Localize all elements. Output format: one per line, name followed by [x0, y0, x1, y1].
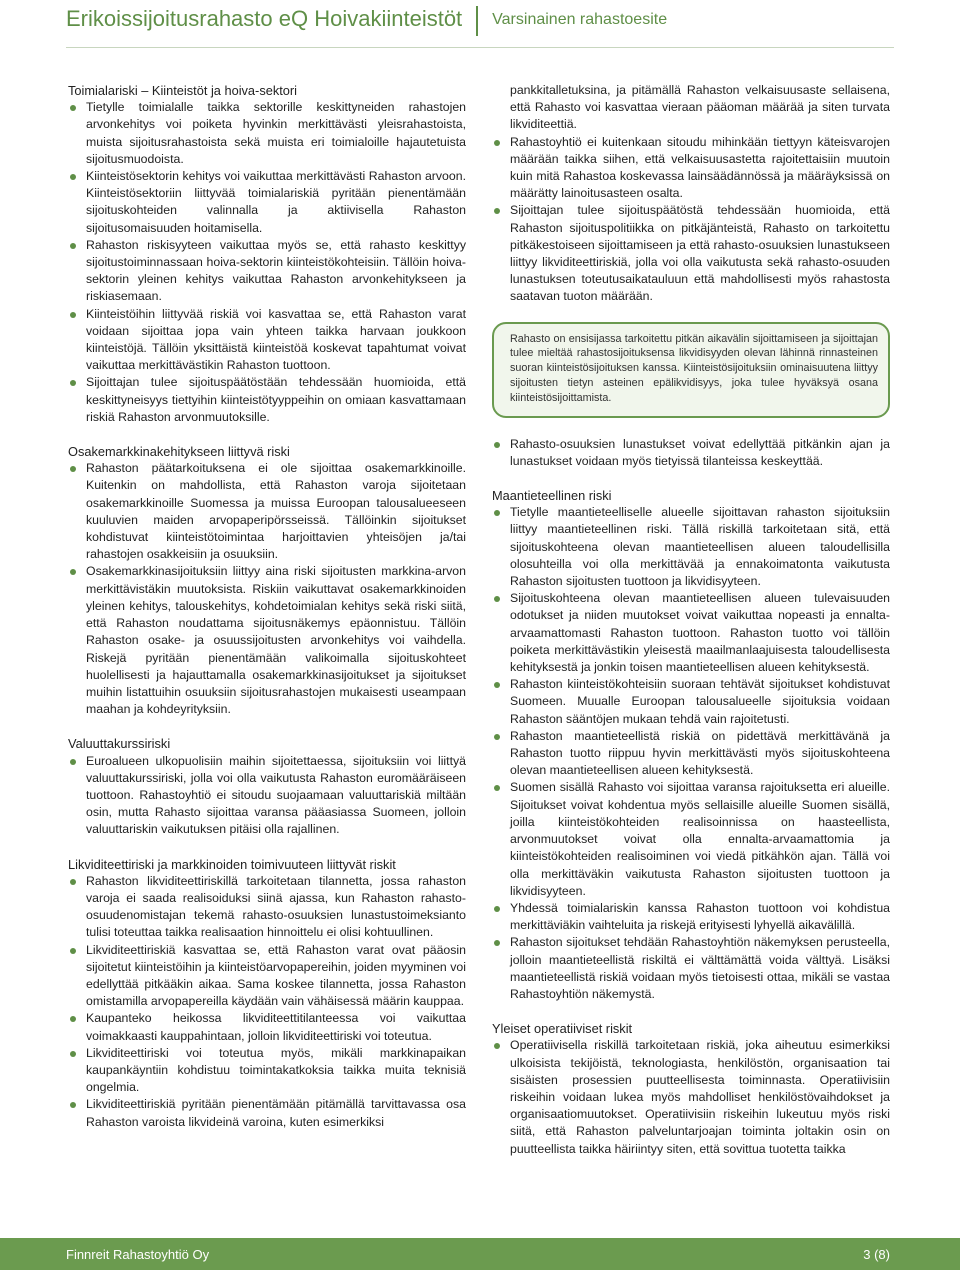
- list-item: Rahastoyhtiö ei kuitenkaan sitoudu mihinkään tiettyyn käteisvarojen määrään taikka siihen, että velkaisuusastetta rajoitettaisiin muutoin kuin mitä Rahastoa koskevassa lainsäädännössä ja määräyksissä on määrätty lainoitusasteen osalta.: [492, 134, 890, 203]
- continued-text: pankkitalletuksina, ja pitämällä Rahaston velkaisuusaste sellaisena, että Rahasto voi kasvattaa vieraan pääoman määrää ja siten turvata likviditeettiä.: [510, 83, 890, 132]
- section-heading: Yleiset operatiiviset riskit: [492, 1021, 633, 1037]
- list-item: Rahaston riskisyyteen vaikuttaa myös se, että rahasto keskittyy sijoitustoiminnassaan hoiva-sektorin kiinteistökohteisiin. Tällöin hoiva-sektorin yleinen kehitys vaikuttaa Rahaston arvonkehitykseen ja riskiasemaan.: [68, 237, 466, 306]
- bullet-list: [68, 460, 466, 718]
- list-item: Tietylle maantieteelliselle alueelle sijoittavan rahaston sijoituksiin liittyy maantieteellinen riski. Tällä riskillä tarkoitetaan sitä, että sijoituskohteena olevan maantieteellisen alueen taloudellisilla olosuhteilla voi olla merkittävää ja ennakoimatonta vaikutusta Rahaston sijoitusten tuottoon ja likvidisyyteen.: [492, 504, 890, 590]
- list-item: Likviditeettiriskiä kasvattaa se, että Rahaston varat ovat pääosin sijoitetut kiinteistöihin ja kiinteistöarvopapereihin, joiden myyminen voi edellyttää pitkääkin aikaa. Sama koskee tilannetta, jossa Rahaston omistamilla arvopapereilla käydään vain vähäisessä määrin kauppaa.: [68, 942, 466, 1011]
- list-item: Sijoittajan tulee sijoituspäätöstään tehdessään huomioida, että keskittyneisyys tiettyihin kiinteistötyyppeihin on omiaan kasvattamaan riskiä Rahaston arvonmuutoksille.: [68, 374, 466, 426]
- list-item: Sijoituskohteena olevan maantieteellisen alueen tulevaisuuden odotukset ja niiden muutokset voivat vaikuttaa nopeasti ja ennalta-arvaamattomasti Rahaston tuottoon. Rahaston tuotto voi tällöin poiketa merkittävästikin yleisestä maailmanlaajuisesta taloudellisesta kehityksestä ja jonkin toisen maantieteellisen alueen kehityksestä.: [492, 590, 890, 676]
- right-column: [492, 82, 890, 1158]
- bullet-list: [68, 873, 466, 1131]
- section-heading: Maantieteellinen riski: [492, 488, 612, 504]
- bullet-list: [492, 1037, 890, 1157]
- list-item: Rahaston maantieteellistä riskiä on pidettävä merkittävänä ja Rahaston tuotto riippuu hyvin merkittävästi myös sijoituskohteena olevan maantieteellisen alueen kehityksestä.: [492, 728, 890, 780]
- list-item: Operatiivisella riskillä tarkoitetaan riskiä, joka aiheutuu esimerkiksi ulkoisista tekijöistä, teknologiasta, henkilöstön, organisaation tai sisäisten prosessien puutteellisesta toiminnasta. Operatiivisiin riskeihin voidaan lukea myös mahdolliset henkilöstövaihdokset ja organisaatiomuutokset. Operatiivisiin riskeihin lukeutuu myös riski siitä, että Rahaston palveluntarjoajan toiminta joltakin osin on puutteellista taikka häiriintyy siten, että sovittua tuotetta taikka: [492, 1037, 890, 1157]
- page-number: 3 (8): [863, 1246, 890, 1262]
- footer-company: Finnreit Rahastoyhtiö Oy: [66, 1246, 210, 1262]
- bullet-list: [68, 753, 466, 839]
- page-footer: [0, 1238, 960, 1270]
- info-callout-box: Rahasto on ensisijassa tarkoitettu pitkän aikavälin sijoittamiseen ja sijoittajan tulee mieltää rahastosijoituksensa likvidisyyden olevan lähinnä rinnasteinen suoran kiinteistösijoituksen kanssa. Kiinteistösijoituksiin ominaisuutena liittyy sijoitusten tietyn asteinen epälikvidisyys, joka tulee hyväksyä osana kiinteistösijoittamista.: [492, 322, 890, 418]
- list-item: Kiinteistöihin liittyvää riskiä voi kasvattaa se, että Rahaston varat voidaan sijoittaa jopa vain yhteen taikka harvaan joukkoon kiinteistöjä. Tällöin yksittäistä kiinteistöä koskevat tapahtumat voivat vaikuttaa merkittävästikin Rahaston tuottoon.: [68, 306, 466, 375]
- bullet-list: [68, 99, 466, 426]
- list-item: Rahasto-osuuksien lunastukset voivat edellyttää pitkänkin ajan ja lunastukset voidaan myös tietyissä tilanteissa keskeyttää.: [492, 436, 890, 470]
- document-subtitle: Varsinainen rahastoesite: [492, 11, 668, 28]
- bullet-list: [492, 504, 890, 1003]
- list-item: Likviditeettiriski voi toteutua myös, mikäli markkinapaikan kaupankäyntiin kohdistuu toimintakatkoksia taikka muita teknisiä ongelmia.: [68, 1045, 466, 1097]
- list-item: Sijoittajan tulee sijoituspäätöstä tehdessään huomioida, että Rahaston sijoituspolitiikka on pitkäjänteistä, Rahasto on tarkoitettu pitkäkestoiseen sijoittamiseen ja että rahasto-osuuksien lunastukseen liittyy likviditeettiriskiä, jolla voi olla vaikutusta sekä rahasto-osuuden lunastuksen toteutusaikatauluun että mahdollisesti myös rahastosta saatavan tuoton määrään.: [492, 202, 890, 305]
- list-item: Rahaston likviditeettiriskillä tarkoitetaan tilannetta, jossa rahaston varoja ei saada realisoiduksi siinä ajassa, kun Rahaston rahasto-osuudenomistajan tekemä rahasto-osuuksien lunastustoimeksianto tulisi toteuttaa taikka realisaation hinnoittelu ei olisi kohtuullinen.: [68, 873, 466, 942]
- list-item: Suomen sisällä Rahasto voi sijoittaa varansa rajoituksetta eri alueille. Sijoitukset voivat kohdentua myös sellaisille alueille Suomen sisällä, joilla kiinteistökohteiden realisoinnissa on haasteellista, arvonmuutokset voivat olla ennalta-arvaamattomia ja kiinteistökohteiden realisoiminen voi viedä pitkähkön ajan. Tällä voi olla merkittäväkin vaikutusta Rahaston sijoitusten tuottoon ja likvidisyyteen.: [492, 779, 890, 899]
- bullet-list: [492, 436, 890, 470]
- list-item: Likviditeettiriskiä pyritään pienentämään pitämällä tarvittavassa osa Rahaston varoista likvideinä varoina, kuten esimerkiksi: [68, 1096, 466, 1130]
- section-heading: Osakemarkkinakehitykseen liittyvä riski: [68, 444, 290, 460]
- list-item: Kiinteistösektorin kehitys voi vaikuttaa merkittävästi Rahaston arvoon. Kiinteistösektoriin liittyvää toimialariskiä pyritään pienentämään sijoituskohteiden valinnalla ja aktiivisella Rahaston sijoitusomaisuuden hoitamisella.: [68, 168, 466, 237]
- section-heading: Likviditeettiriski ja markkinoiden toimivuuteen liittyvät riskit: [68, 856, 396, 872]
- header-separator: [476, 6, 478, 36]
- bullet-list: [492, 82, 890, 306]
- list-item: Rahaston kiinteistökohteisiin suoraan tehtävät sijoitukset kohdistuvat Suomeen. Muualle Euroopan talousalueelle sijoituksia voidaan Rahaston sääntöjen mukaan tehdä vain rajoitetusti.: [492, 676, 890, 728]
- list-item: Kaupanteko heikossa likviditeettitilanteessa voi vaikuttaa voimakkaasti kauppahintaan, jolloin likviditeettiriski voi toteutua.: [68, 1010, 466, 1044]
- document-title: Erikoissijoitusrahasto eQ Hoivakiinteistöt: [66, 6, 463, 31]
- section-heading: Toimialariski – Kiinteistöt ja hoiva-sektori: [68, 83, 298, 98]
- page-header: [0, 0, 960, 44]
- header-rule: [66, 47, 894, 48]
- list-item: Rahaston päätarkoituksena ei ole sijoittaa osakemarkkinoille. Kuitenkin on mahdollista, että Rahaston varoja sijoitetaan osakemarkkinoille Suomessa ja muissa Euroopan talousalueeseen kuuluvien maiden arvopaperipörsseissä. Tällöinkin sijoitukset kohdistuvat kiinteistötoimintaa harjoittavien yhteisöjen ja/tai rahastojen osakkeisiin ja osuuksiin.: [68, 460, 466, 563]
- list-item: Yhdessä toimialariskin kanssa Rahaston tuottoon voi kohdistua merkittäviäkin vaihteluita ja riskejä erityisesti lyhyellä aikavälillä.: [492, 900, 890, 934]
- list-item: Osakemarkkinasijoituksiin liittyy aina riski sijoitusten markkina-arvon merkittävistäkin muutoksista. Riskiin vaikuttavat osakemarkkinoiden yleinen kehitys, talouskehitys, kohdetoimialan kehitys sekä riski siitä, että Rahaston noudattama sijoitusnäkemys epäonnistuu. Tällöin Rahaston osake- ja osuussijoitusten arvonkehitys voi vaihdella. Riskejä pyritään pienentämään valikoimalla sijoituskohteet huolellisesti ja hajauttamalla osakemarkkinasijoitukset ja sijoitukset muihin listattuihin osuuksiin sijoitusrahastojen mukaisesti useampaan maahan ja kohdeyrityksiin.: [68, 563, 466, 718]
- section-heading: Valuuttakurssiriski: [68, 736, 171, 752]
- list-item: Tietylle toimialalle taikka sektorille keskittyneiden rahastojen arvonkehitys voi poiketa hyvinkin merkittävästi yleisrahastoista, muista sijoitusrahastoista sekä muista eri toimialoille hajautetuista sijoitusmuodoista.: [68, 99, 466, 168]
- left-column: [68, 82, 466, 1131]
- list-item: Euroalueen ulkopuolisiin maihin sijoitettaessa, sijoituksiin voi liittyä valuuttakurssiriski, jolla voi olla vaikutusta Rahaston euromääräiseen tuottoon. Rahastoyhtiö ei sitoudu suojaamaan valuuttariskiä miltään osin, mutta Rahasto sijoittaa varansa pääasiassa Suomeen, jolloin valuuttariskin vaikutuksen pitäisi olla rajallinen.: [68, 753, 466, 839]
- list-item: Rahaston sijoitukset tehdään Rahastoyhtiön näkemyksen perusteella, jolloin maantieteellistä riskiltä ei välttämättä voida välttyä. Lisäksi maantieteellistä riskiä voidaan myös tietoisesti ottaa, mikäli se vastaa Rahastoyhtiön näkemystä.: [492, 934, 890, 1003]
